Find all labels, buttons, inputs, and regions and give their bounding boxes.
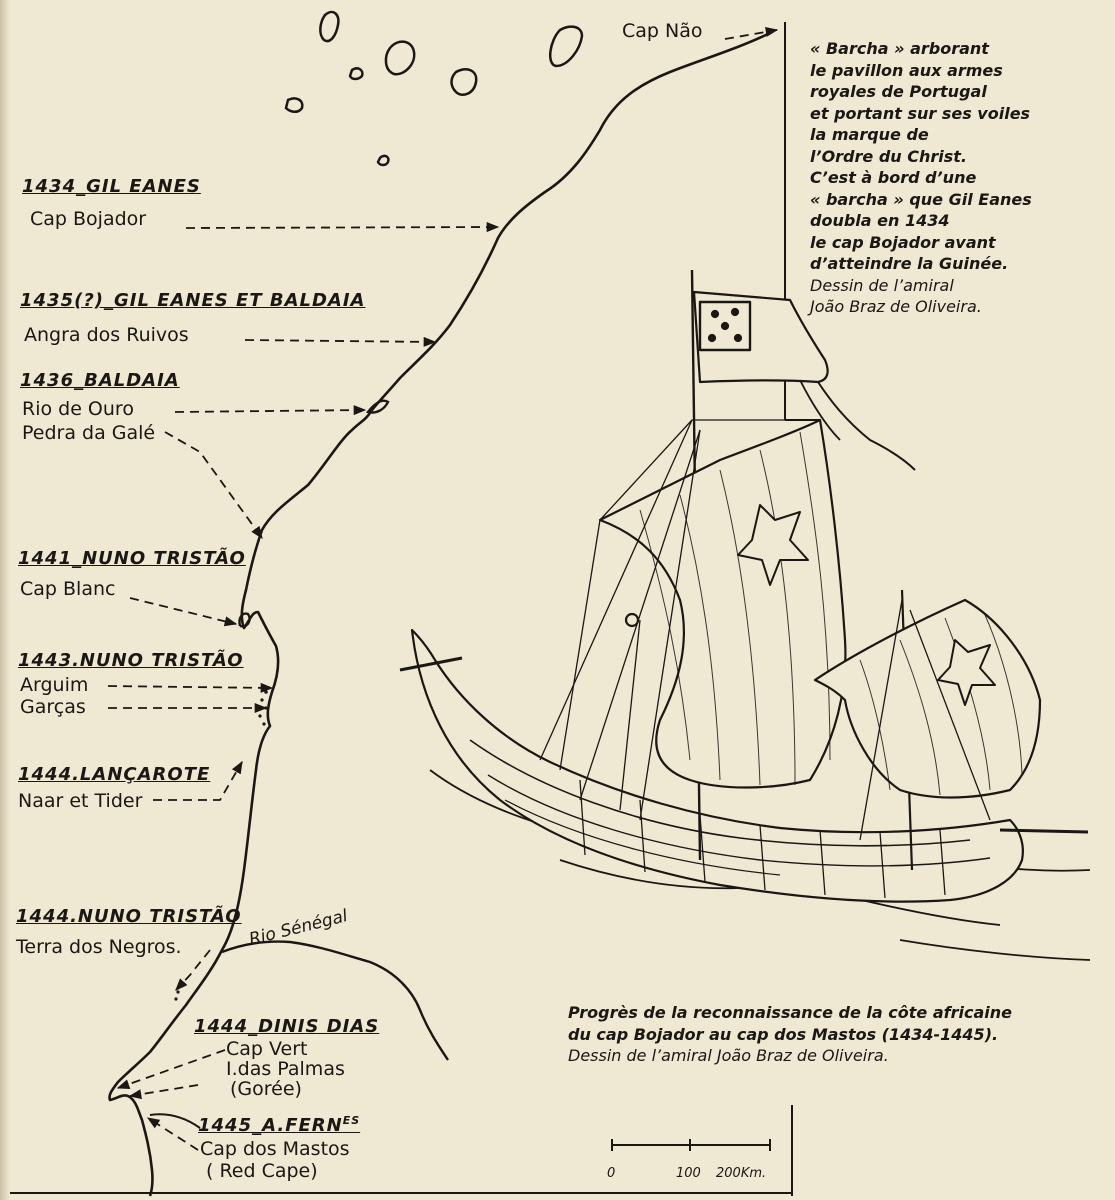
expedition-title: 1441_NUNO TRISTÃO: [18, 548, 246, 569]
place-label: Rio de Ouro: [22, 398, 134, 420]
mizzen-sail: [815, 600, 1040, 798]
caption-line: l’Ordre du Christ.: [810, 146, 967, 166]
expedition-title: 1444_DINIS DIAS: [194, 1016, 380, 1037]
caption-line: Progrès de la reconnaissance de la côte africaine: [568, 1003, 1012, 1022]
caption-line: royales de Portugal: [810, 82, 987, 101]
place-label: I.das Palmas: [226, 1058, 345, 1080]
caption-line: C’est à bord d’une: [810, 168, 977, 187]
scale-bar: [612, 1139, 770, 1151]
place-label: ( Red Cape): [206, 1160, 318, 1182]
caption-line: le pavillon aux armes: [810, 60, 1003, 80]
place-label: Garças: [20, 696, 86, 718]
place-label: Angra dos Ruivos: [24, 324, 189, 346]
canary-islands: [286, 12, 582, 165]
caption-credit: Dessin de l’amiral: [810, 275, 954, 295]
place-label: Pedra da Galé: [22, 422, 156, 444]
place-label: Cap dos Mastos: [200, 1138, 350, 1160]
expedition-title: 1443.NUNO TRISTÃO: [18, 650, 244, 671]
main-sail: [600, 420, 845, 788]
rio-senegal-label: Rio Sénégal: [247, 906, 350, 950]
barcha-ship-drawing: [400, 270, 1090, 960]
place-label: Naar et Tider: [18, 790, 143, 812]
caption-line: doubla en 1434: [810, 211, 950, 230]
caption-line: « Barcha » arborant: [810, 39, 989, 58]
caption-line: la marque de: [810, 125, 929, 144]
caption-line: d’atteindre la Guinée.: [810, 254, 1009, 273]
ship-caption: [810, 38, 1110, 318]
expedition-title: 1434_GIL EANES: [22, 176, 201, 197]
expedition-title: 1436_BALDAIA: [20, 370, 180, 391]
scale-label: 200Km.: [716, 1166, 767, 1181]
caption-line: le cap Bojador avant: [810, 232, 996, 252]
place-label: Cap Bojador: [30, 208, 147, 230]
expedition-title: 1435(?)_GIL EANES ET BALDAIA: [20, 290, 366, 311]
place-label: Arguim: [20, 674, 89, 696]
cap-nao-label: Cap Não: [622, 20, 703, 42]
expedition-title: 1444.NUNO TRISTÃO: [16, 906, 242, 927]
scale-label: 0: [607, 1166, 616, 1181]
caption-credit: João Braz de Oliveira.: [810, 297, 982, 316]
place-label: Cap Blanc: [20, 578, 116, 600]
expedition-title: $1445\_A.FERN^{ES}$: [198, 1114, 361, 1136]
place-label: Terra dos Negros.: [16, 936, 182, 958]
expedition-title: 1444.LANÇAROTE: [18, 764, 211, 785]
scale-label: 100: [676, 1166, 701, 1181]
gambia-line: [150, 1114, 200, 1128]
caption-line: et portant sur ses voiles: [810, 103, 1031, 123]
place-label: (Gorée): [230, 1078, 302, 1100]
caption-credit: Dessin de l’amiral João Braz de Oliveira.: [568, 1046, 889, 1065]
caption-line: du cap Bojador au cap dos Mastos (1434-1445).: [568, 1024, 999, 1044]
map-caption: [568, 1002, 1088, 1067]
place-label: Cap Vert: [226, 1038, 308, 1060]
caption-line: « barcha » que Gil Eanes: [810, 189, 1032, 209]
